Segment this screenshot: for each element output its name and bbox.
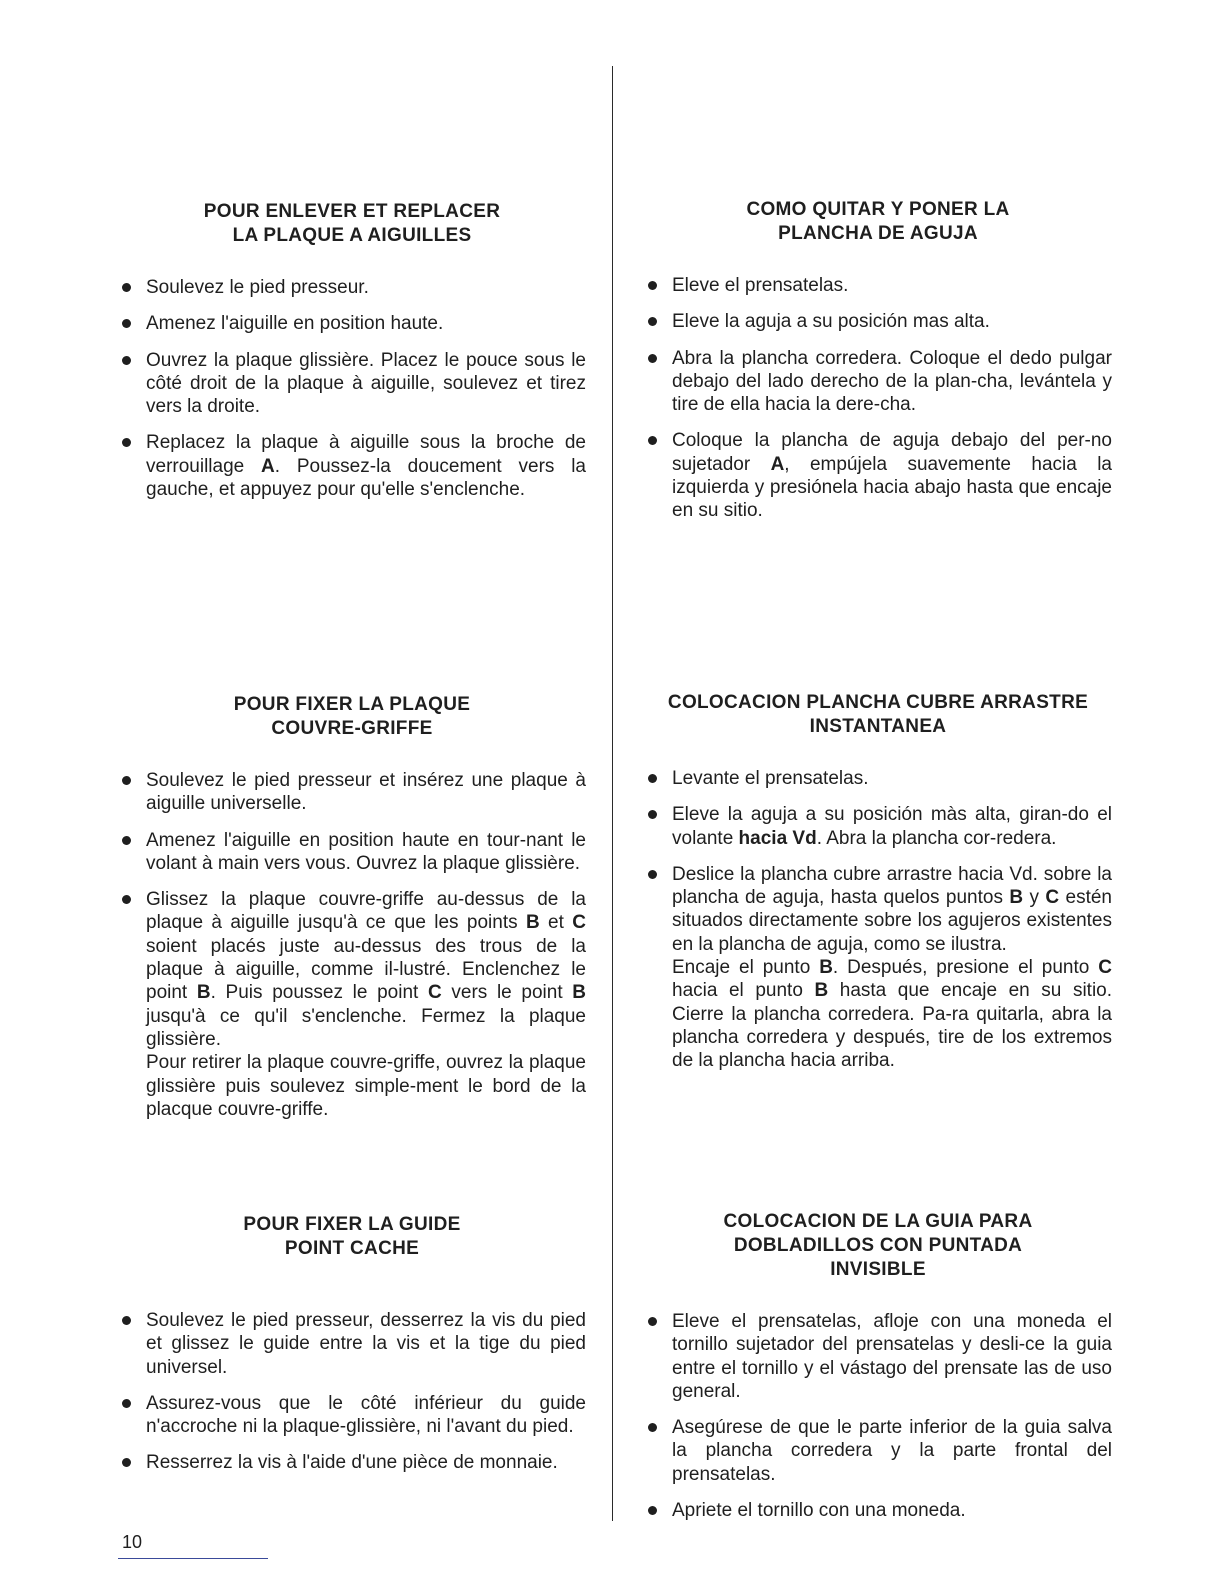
bullet-icon: [648, 317, 657, 326]
bullet-list: [118, 769, 586, 1121]
list-item: [644, 310, 1112, 333]
bullet-icon: [122, 438, 131, 447]
list-item-text: Eleve el prensatelas, afloje con una moneda el tornillo sujetador del prensatelas y desli-ce la guia entre el tornillo y el vástago del prensate las de uso general.: [672, 1311, 1112, 1402]
list-item-text: Eleve la aguja a su posición màs alta, giran-do el volante hacia Vd. Abra la plancha cor-redera.: [672, 804, 1112, 849]
list-item: [118, 1451, 586, 1474]
list-item: [644, 347, 1112, 417]
list-item: [118, 1309, 586, 1379]
list-item-text: Assurez-vous que le côté inférieur du guide n'accroche ni la plaque-glissière, ni l'avant du pied.: [146, 1392, 586, 1438]
bullet-icon: [122, 283, 131, 292]
list-item-text: Apriete el tornillo con una moneda.: [672, 1500, 966, 1522]
list-item-text: Levante el prensatelas.: [672, 768, 869, 789]
list-item: [644, 803, 1112, 850]
section-heading: COMO QUITAR Y PONER LA PLANCHA DE AGUJA: [746, 199, 1010, 244]
section-heading: POUR FIXER LA PLAQUE COUVRE-GRIFFE: [233, 694, 471, 739]
list-item-text: Eleve la aguja a su posición mas alta.: [672, 311, 990, 333]
section-plaque-couvre-griffe: [118, 693, 586, 1134]
section-cubre-arrastre: [644, 691, 1112, 1086]
bullet-icon: [122, 356, 131, 365]
bullet-list: [644, 1310, 1112, 1522]
list-item: [644, 1310, 1112, 1403]
bullet-icon: [648, 1317, 657, 1326]
section-enlever-plaque: [118, 200, 586, 514]
list-item: [644, 1416, 1112, 1486]
list-item: [118, 769, 586, 816]
list-item: [644, 863, 1112, 1073]
bullet-icon: [122, 1316, 131, 1325]
bullet-icon: [648, 436, 657, 445]
list-item: [118, 1392, 586, 1439]
bullet-icon: [648, 1423, 657, 1432]
list-item-text: Amenez l'aiguille en position haute.: [146, 313, 444, 335]
section-quitar-plancha: [644, 198, 1112, 536]
list-item-text: Soulevez le pied presseur, desserrez la vis du pied et glissez le guide entre la vis et la tige du pied universel.: [146, 1310, 586, 1378]
column-divider: [612, 66, 613, 1521]
list-item: [644, 274, 1112, 297]
list-item: [118, 431, 586, 501]
bullet-icon: [648, 1506, 657, 1515]
list-item: [644, 767, 1112, 790]
bullet-icon: [122, 1399, 131, 1408]
bullet-icon: [122, 319, 131, 328]
list-item: [118, 888, 586, 1121]
section-heading: COLOCACION DE LA GUIA PARA DOBLADILLOS CON PUNTADA INVISIBLE: [723, 1211, 1033, 1280]
bullet-icon: [122, 1458, 131, 1467]
section-heading: POUR ENLEVER ET REPLACER LA PLAQUE A AIGUILLES: [203, 201, 501, 246]
list-item: [118, 829, 586, 876]
bullet-list: [644, 767, 1112, 1073]
list-item: [644, 429, 1112, 522]
list-item-text: Soulevez le pied presseur.: [146, 277, 369, 298]
list-item-text: Abra la plancha corredera. Coloque el dedo pulgar debajo del lado derecho de la plan-cha, levántela y tire de ella hacia la dere-cha.: [672, 347, 1112, 416]
bullet-icon: [648, 870, 657, 879]
list-item: [118, 312, 586, 335]
list-item-text: Ouvrez la plaque glissière. Placez le pouce sous le côté droit de la plaque à aiguille, soulevez et tirez vers la droite.: [146, 349, 586, 418]
bullet-list: [644, 274, 1112, 523]
list-item-text: Amenez l'aiguille en position haute en tour-nant le volant à main vers vous. Ouvrez la plaque glissière.: [146, 829, 586, 874]
list-item-text: Soulevez le pied presseur et insérez une plaque à aiguille universelle.: [146, 770, 586, 815]
section-heading: POUR FIXER LA GUIDE POINT CACHE: [243, 1214, 461, 1259]
section-heading: COLOCACION PLANCHA CUBRE ARRASTRE INSTANTANEA: [667, 692, 1089, 737]
list-item: [644, 1499, 1112, 1522]
bullet-icon: [648, 774, 657, 783]
bullet-icon: [648, 354, 657, 363]
list-item: [118, 276, 586, 299]
bullet-icon: [122, 836, 131, 845]
page-number: 10: [122, 1532, 143, 1552]
list-item-text: Deslice la plancha cubre arrastre hacia Vd. sobre la plancha de aguja, hasta quelos puntos B y C estén situados directamente sobre los agujeros existentes en la plancha de aguja, como se ilustra. Encaje el punto B. Después, presione el punto C hacia el punto B hasta que encaje en su sitio. Cierre la plancha corredera. Pa-ra quitarla, abra la plancha corredera y después, tire de los extremos de la plancha hacia arriba.: [672, 863, 1113, 1072]
bullet-list: [118, 276, 586, 501]
list-item-text: Replacez la plaque à aiguille sous la broche de verrouillage A. Poussez-la doucement vers la gauche, et appuyez pour qu'elle s'enclenche.: [146, 432, 587, 501]
bullet-icon: [648, 810, 657, 819]
list-item-text: Glissez la plaque couvre-griffe au-dessus de la plaque à aiguille jusqu'à ce que les points B et C soient placés juste au-dessus des trous de la plaque à aiguille, comme il-lustré. Enclenchez le point B. Puis poussez le point C vers le point B jusqu'à ce qu'il s'enclenche. Fermez la plaque glissière. Pour retirer la plaque couvre-griffe, ouvrez la plaque glissière puis soulevez simple-ment le bord de la placque couvre-griffe.: [146, 889, 587, 1120]
list-item-text: Eleve el prensatelas.: [672, 275, 849, 296]
bullet-list: [118, 1309, 586, 1475]
section-guide-point-cache: [118, 1213, 586, 1488]
section-guia-dobladillos: [644, 1210, 1112, 1535]
bullet-icon: [122, 776, 131, 785]
footer-rule: [118, 1558, 268, 1559]
list-item: [118, 349, 586, 419]
list-item-text: Coloque la plancha de aguja debajo del per-no sujetador A, empújela suavemente hacia la izquierda y presiónela hacia abajo hasta que encaje en su sitio.: [672, 430, 1112, 522]
bullet-icon: [648, 281, 657, 290]
list-item-text: Resserrez la vis à l'aide d'une pièce de monnaie.: [146, 1452, 558, 1474]
bullet-icon: [122, 895, 131, 904]
list-item-text: Asegúrese de que le parte inferior de la guia salva la plancha corredera y la parte frontal del prensatelas.: [672, 1417, 1112, 1485]
